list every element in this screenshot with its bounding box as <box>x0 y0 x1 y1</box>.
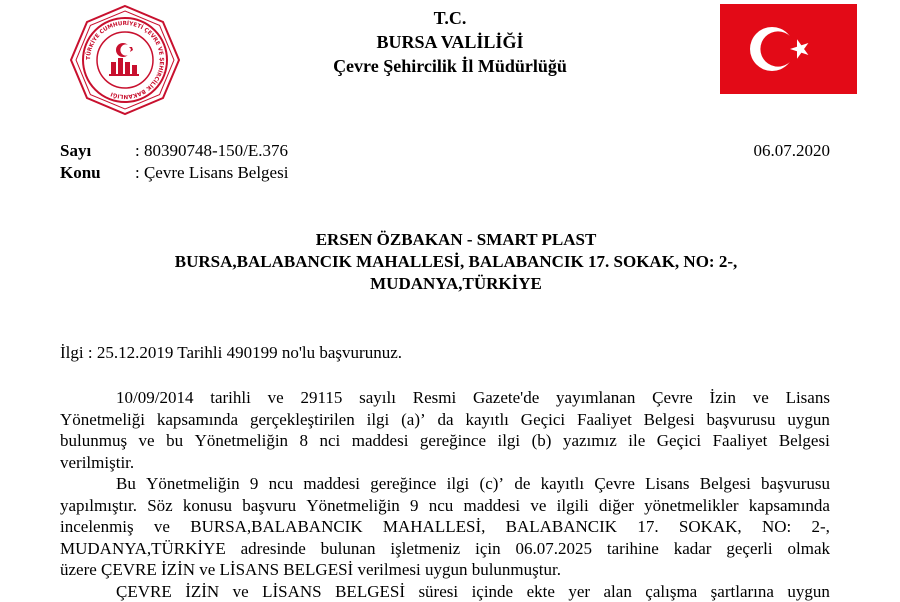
word: ekte <box>527 581 555 602</box>
word: ilgi <box>367 409 390 431</box>
word: bulunmuş <box>60 430 127 452</box>
paragraph-2-line <box>60 473 830 495</box>
word: 9 <box>410 495 419 517</box>
word: 29115 <box>300 387 342 409</box>
word: adresinde <box>241 538 306 560</box>
header-governorship: BURSA VALİLİĞİ <box>200 30 700 54</box>
paragraph-2-line <box>60 538 830 560</box>
word: Faaliyet <box>713 430 768 452</box>
konu-value: : Çevre Lisans Belgesi <box>135 162 288 184</box>
word: BURSA,BALABANCIK <box>190 516 362 538</box>
word: ve <box>753 387 769 409</box>
letter-body <box>60 387 830 602</box>
word: İzin <box>710 387 736 409</box>
letter-header <box>200 6 700 78</box>
word: (c)’ <box>480 473 505 495</box>
sayi-label: Sayı <box>60 140 91 162</box>
word: yönetmelikler <box>644 495 738 517</box>
word: LİSANS <box>262 581 322 602</box>
word: başvuru <box>242 495 296 517</box>
word: maddesi <box>303 473 360 495</box>
word: Belgesi <box>700 473 751 495</box>
word: tarihli <box>210 387 251 409</box>
word: incelenmiş <box>60 516 134 538</box>
word: Çevre <box>594 473 635 495</box>
word: İZİN <box>185 581 219 602</box>
word: nci <box>320 430 341 452</box>
word: çalışma <box>645 581 697 602</box>
word: ilgili <box>557 495 589 517</box>
word: bulunan <box>321 538 376 560</box>
word: SOKAK, <box>679 516 742 538</box>
word: (b) <box>532 430 552 452</box>
word: ilgi <box>497 430 520 452</box>
word: Lisans <box>786 387 830 409</box>
word: 8 <box>300 430 309 452</box>
word: şartlarına <box>711 581 774 602</box>
word: ncu <box>429 495 454 517</box>
word: süresi <box>418 581 458 602</box>
word: Söz <box>147 495 173 517</box>
paragraph-2-line: üzere ÇEVRE İZİN ve LİSANS BELGESİ verilmesi uygun bulunmuştur. <box>60 559 830 581</box>
recipient-name: ERSEN ÖZBAKAN - SMART PLAST <box>100 229 812 251</box>
word: 9 <box>250 473 259 495</box>
word: ve <box>154 516 170 538</box>
word: Gazete'de <box>473 387 539 409</box>
word: 10/09/2014 <box>116 387 193 409</box>
word: ve <box>268 387 284 409</box>
recipient-block <box>100 229 812 295</box>
word: ve <box>530 495 546 517</box>
seal-ring-text: TÜRKİYE CUMHURİYETİ ÇEVRE VE ŞEHİRCİLİK BAKANLIĞI <box>85 20 164 99</box>
word: Yönetmeliği <box>60 409 145 431</box>
word: gereğince <box>420 430 486 452</box>
word: Bu <box>116 473 136 495</box>
word: uygun <box>787 409 830 431</box>
word: tarihine <box>607 538 659 560</box>
word: yazımız <box>563 430 617 452</box>
word: ve <box>139 430 155 452</box>
word: geçerli <box>726 538 772 560</box>
reference-line: İlgi : 25.12.2019 Tarihli 490199 no'lu başvurunuz. <box>60 342 402 364</box>
word: sayılı <box>359 387 396 409</box>
paragraph-1-line <box>60 387 830 409</box>
konu-label: Konu <box>60 162 101 184</box>
word: yer <box>568 581 590 602</box>
word: yayımlanan <box>556 387 635 409</box>
word: Yönetmeliğin <box>146 473 239 495</box>
word: 06.07.2025 <box>516 538 593 560</box>
word: Çevre <box>652 387 693 409</box>
word: Belgesi <box>644 409 695 431</box>
word: kadar <box>674 538 712 560</box>
header-directorate: Çevre Şehircilik İl Müdürlüğü <box>200 54 700 78</box>
word: ncu <box>269 473 294 495</box>
word: işletmeniz <box>390 538 460 560</box>
header-tc: T.C. <box>200 6 700 30</box>
paragraph-1-line <box>60 430 830 452</box>
paragraph-1-line: verilmiştir. <box>60 452 830 474</box>
turkish-flag-icon <box>720 4 857 94</box>
word: de <box>514 473 530 495</box>
paragraph-2-line <box>60 516 830 538</box>
word: yapılmıştır. <box>60 495 137 517</box>
word: Belgesi <box>779 430 830 452</box>
paragraph-3-line <box>60 581 830 602</box>
word: içinde <box>472 581 514 602</box>
word: gereğince <box>370 473 436 495</box>
word: konusu <box>183 495 232 517</box>
word: Lisans <box>645 473 689 495</box>
word: MAHALLESİ, <box>383 516 485 538</box>
paragraph-1-line <box>60 409 830 431</box>
word: ve <box>233 581 249 602</box>
word: maddesi <box>352 430 409 452</box>
word: bu <box>166 430 183 452</box>
recipient-address-line1: BURSA,BALABANCIK MAHALLESİ, BALABANCIK 17. SOKAK, NO: 2-, <box>100 251 812 273</box>
word: MUDANYA,TÜRKİYE <box>60 538 226 560</box>
word: Faaliyet <box>577 409 632 431</box>
word: ÇEVRE <box>116 581 172 602</box>
word: da <box>438 409 454 431</box>
sayi-row <box>60 140 840 162</box>
word: diğer <box>599 495 634 517</box>
word: alan <box>604 581 632 602</box>
word: gerçekleştirilen <box>250 409 355 431</box>
word: kayıtlı <box>541 473 584 495</box>
sayi-value: : 80390748-150/E.376 <box>135 140 288 162</box>
word: Resmi <box>413 387 456 409</box>
letter-meta <box>60 140 840 184</box>
word: kapsamında <box>749 495 830 517</box>
word: kapsamında <box>157 409 238 431</box>
word: Yönetmeliğin <box>306 495 399 517</box>
word: ilgi <box>447 473 470 495</box>
recipient-address-line2: MUDANYA,TÜRKİYE <box>100 273 812 295</box>
word: başvurusu <box>761 473 830 495</box>
word: BELGESİ <box>335 581 405 602</box>
word: başvurusu <box>707 409 776 431</box>
word: BALABANCIK <box>506 516 617 538</box>
word: (a)’ <box>401 409 426 431</box>
word: NO: <box>762 516 791 538</box>
word: maddesi <box>464 495 521 517</box>
ministry-seal-logo <box>60 4 190 116</box>
word: Yönetmeliğin <box>195 430 288 452</box>
word: Geçici <box>521 409 565 431</box>
word: kayıtlı <box>465 409 508 431</box>
word: 2-, <box>811 516 829 538</box>
word: uygun <box>787 581 830 602</box>
paragraph-2-line <box>60 495 830 517</box>
konu-row <box>60 162 840 184</box>
letter-date: 06.07.2020 <box>754 140 831 162</box>
word: ile <box>628 430 645 452</box>
word: için <box>475 538 501 560</box>
word: Geçici <box>657 430 701 452</box>
word: olmak <box>788 538 831 560</box>
word: 17. <box>637 516 658 538</box>
